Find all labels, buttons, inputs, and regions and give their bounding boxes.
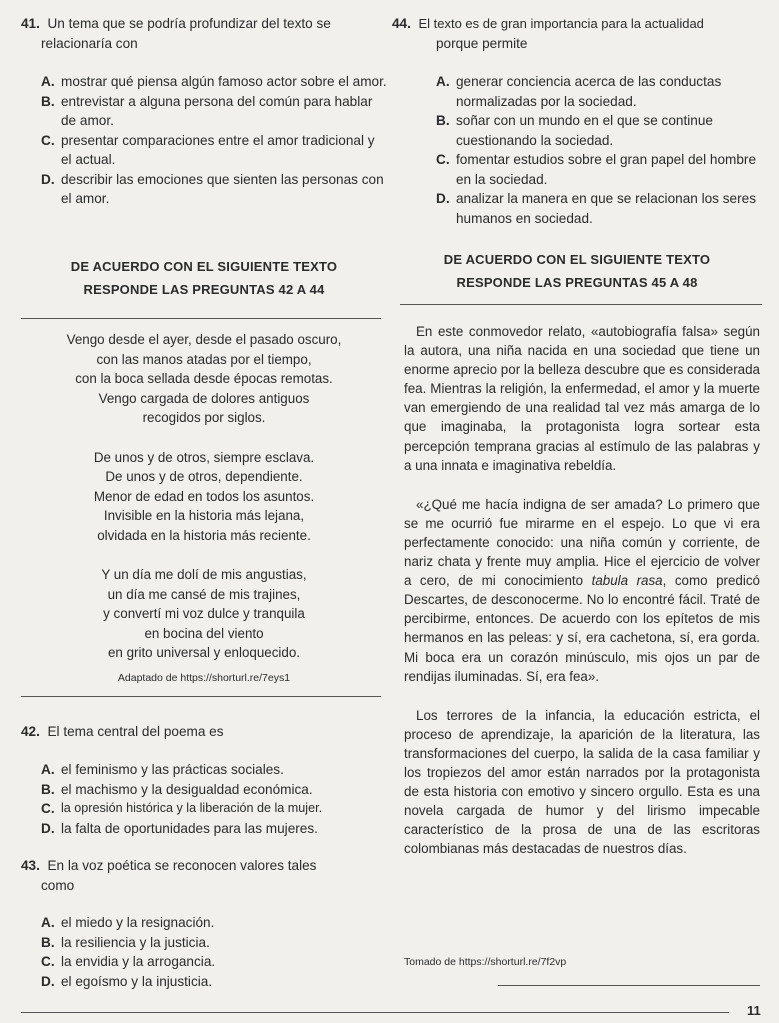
question-number: 41.: [21, 16, 40, 31]
poem: [21, 330, 387, 683]
poem-stanza: De unos y de otros, siempre esclava. De unos y de otros, dependiente. Menor de edad en todos los asuntos. Invisible en la historia más lejana, olvidada en la historia más reciente.: [93, 449, 315, 543]
option-41-d[interactable]: D. describir las emociones que sienten las personas con el amor.: [41, 171, 384, 206]
option-44-c[interactable]: C. fomentar estudios sobre el gran papel del hombre en la sociedad.: [436, 152, 756, 187]
option-42-b[interactable]: B. el machismo y la desigualdad económica.: [41, 781, 313, 797]
page-number: 11: [747, 1003, 761, 1018]
options-43: [41, 913, 387, 991]
option-43-d[interactable]: D. el egoísmo y la injusticia.: [41, 973, 213, 989]
option-43-c[interactable]: C. la envidia y la arrogancia.: [41, 954, 216, 969]
option-42-d[interactable]: D. la falta de oportunidades para las mujeres.: [41, 820, 318, 836]
question-stem-cont: porque permite: [436, 35, 528, 51]
poem-stanza: Y un día me dolí de mis angustias, un día me cansé de mis trajines, y convertí mi voz dulce y tranquila en bocina del viento en grito universal y enloquecido.: [101, 567, 307, 660]
prose-text: [404, 322, 760, 858]
prose-source: Tomado de https://shorturl.re/7f2vp: [404, 956, 567, 968]
divider: [400, 304, 762, 305]
prose-paragraph: «¿Qué me hacía indigna de ser amada? Lo primero que se me ocurrió fue mirarme en el espejo. Lo que vi era perfectamente conocido: una niña común y corriente, de nariz chata y frente muy amplia. Hice el ejercicio de volver a cero, de mi conocimiento tabula rasa, como predicó Descartes, de desconocerme. No lo encontré fácil. Traté de percibirme, entonces. De acuerdo con los epítetos de mis hermanos en las peleas: y sí, era cachetona, sí, era gorda. Mi boca era un corazón minúsculo, mis ojos un par de rendijas iluminadas. Sí, era fea».: [404, 496, 760, 684]
option-43-a[interactable]: A. el miedo y la resignación.: [41, 915, 215, 930]
option-41-c[interactable]: C. presentar comparaciones entre el amor tradicional y el actual.: [41, 132, 375, 167]
question-stem-cont: relacionaría con: [41, 35, 138, 51]
option-44-a[interactable]: A. generar conciencia acerca de las conductas normalizadas por la sociedad.: [436, 74, 722, 109]
question-41: [21, 14, 387, 53]
options-42: [41, 760, 387, 838]
options-44: [436, 72, 758, 228]
question-number: 43.: [21, 858, 40, 873]
divider: [498, 985, 760, 986]
option-44-d[interactable]: D. analizar la manera en que se relacionan los seres humanos en sociedad.: [436, 191, 756, 226]
question-43: [21, 856, 387, 895]
question-44: [392, 14, 762, 53]
option-42-a[interactable]: A. el feminismo y las prácticas sociales.: [41, 762, 284, 777]
divider: [21, 696, 381, 697]
question-42: [21, 722, 387, 742]
option-43-b[interactable]: B. la resiliencia y la justicia.: [41, 934, 210, 950]
poem-source: Adaptado de https://shorturl.re/7eys1: [117, 672, 291, 684]
question-stem: Un tema que se podría profundizar del texto se: [47, 16, 331, 31]
question-stem: El tema central del poema es: [47, 724, 224, 739]
prose-paragraph: En este conmovedor relato, «autobiografía falsa» según la autora, una niña nacida en una sociedad que tiene un enorme aprecio por la belleza descubre que es considerada fea. Mientras la religión, la enfermedad, el amor y la muerte van emergiendo de una realidad tal vez más amarga de lo que imaginaba, la protagonista logra sortear esta percepción temprana gracias al estímulo de las palabras y a una innata e imaginativa rebeldía.: [404, 324, 760, 473]
question-number: 42.: [21, 724, 40, 739]
question-number: 44.: [392, 16, 411, 31]
question-stem-cont: como: [41, 877, 75, 893]
option-41-b[interactable]: B. entrevistar a alguna persona del común para hablar de amor.: [41, 93, 373, 128]
prose-paragraph: Los terrores de la infancia, la educación estricta, el proceso de aprendizaje, la aparición de la literatura, las transformaciones del cuerpo, la salida de la casa familiar y los tropiezos del amor están narrados por la protagonista de esta historia con emotivo y sincero orgullo. Esta es una novela cargada de humor y del lirismo impecable característico de la prosa de una de las escritoras colombianas más destacadas de nuestros días.: [404, 707, 760, 857]
section-header-right: DE ACUERDO CON EL SIGUIENTE TEXTO RESPONDE LAS PREGUNTAS 45 A 48: [443, 252, 711, 290]
option-44-b[interactable]: B. soñar con un mundo en el que se continue cuestionando la sociedad.: [436, 113, 713, 148]
divider: [21, 318, 381, 319]
footer-rule: [21, 1012, 729, 1013]
option-42-c[interactable]: C. la opresión histórica y la liberación de la mujer.: [41, 801, 323, 816]
question-stem: En la voz poética se reconocen valores tales: [47, 858, 317, 873]
question-stem: El texto es de gran importancia para la actualidad: [418, 16, 704, 31]
option-41-a[interactable]: A. mostrar qué piensa algún famoso actor sobre el amor.: [41, 74, 387, 89]
poem-stanza: Vengo desde el ayer, desde el pasado oscuro, con las manos atadas por el tiempo, con la boca sellada desde épocas remotas. Vengo cargada de dolores antiguos recogidos por siglos.: [66, 332, 342, 425]
section-header-left: DE ACUERDO CON EL SIGUIENTE TEXTO RESPONDE LAS PREGUNTAS 42 A 44: [70, 259, 338, 297]
options-41: [41, 72, 387, 209]
